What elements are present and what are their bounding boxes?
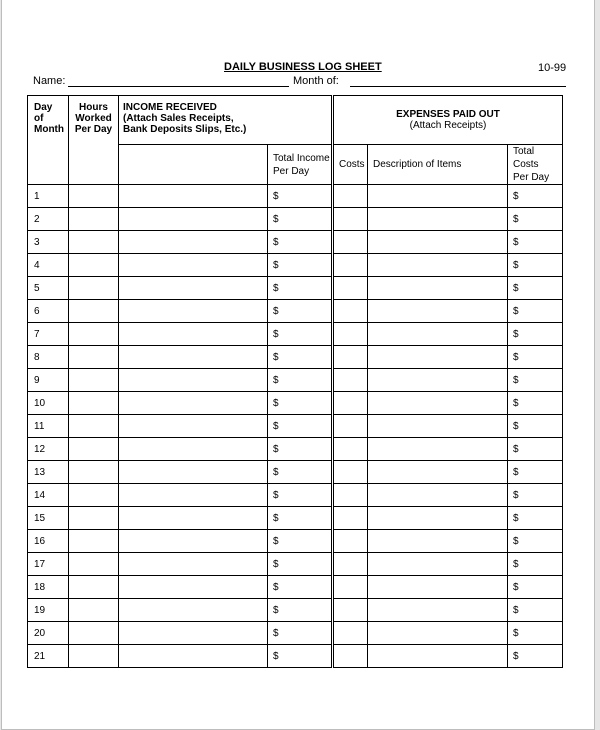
table-row: [28, 576, 563, 599]
description-cell[interactable]: [368, 415, 508, 438]
total-costs-cell[interactable]: $: [508, 323, 563, 346]
sheet-title: DAILY BUSINESS LOG SHEET: [224, 61, 382, 73]
income-detail-cell[interactable]: [119, 346, 268, 369]
description-cell[interactable]: [368, 576, 508, 599]
hours-worked-cell[interactable]: [69, 323, 119, 346]
total-costs-cell[interactable]: $: [508, 530, 563, 553]
total-costs-cell[interactable]: $: [508, 438, 563, 461]
total-income-cell[interactable]: $: [268, 277, 333, 300]
day-number: 2: [28, 208, 69, 231]
total-costs-cell[interactable]: $: [508, 599, 563, 622]
total-costs-cell[interactable]: $: [508, 576, 563, 599]
total-costs-cell[interactable]: $: [508, 553, 563, 576]
income-detail-cell[interactable]: [119, 300, 268, 323]
description-cell[interactable]: [368, 392, 508, 415]
month-label: Month of:: [293, 75, 339, 87]
income-detail-cell[interactable]: [119, 553, 268, 576]
income-detail-cell[interactable]: [119, 645, 268, 668]
description-cell[interactable]: [368, 323, 508, 346]
total-income-cell[interactable]: $: [268, 484, 333, 507]
day-number: 11: [28, 415, 69, 438]
total-costs-cell[interactable]: $: [508, 622, 563, 645]
total-income-cell[interactable]: $: [268, 300, 333, 323]
document-page: [1, 0, 595, 730]
hours-worked-cell[interactable]: [69, 576, 119, 599]
costs-cell[interactable]: [333, 599, 368, 622]
day-number: 12: [28, 438, 69, 461]
income-detail-cell[interactable]: [119, 208, 268, 231]
day-number: 5: [28, 277, 69, 300]
costs-cell[interactable]: [333, 645, 368, 668]
description-cell[interactable]: [368, 254, 508, 277]
hours-worked-cell[interactable]: [69, 553, 119, 576]
description-cell[interactable]: [368, 369, 508, 392]
hours-worked-cell[interactable]: [69, 185, 119, 208]
day-of-month-header: Day of Month: [28, 96, 69, 185]
hours-worked-cell[interactable]: [69, 208, 119, 231]
hours-worked-header: Hours Worked Per Day: [69, 96, 119, 185]
day-number: 13: [28, 461, 69, 484]
hours-worked-cell[interactable]: [69, 369, 119, 392]
table-row: [28, 300, 563, 323]
total-costs-cell[interactable]: $: [508, 392, 563, 415]
total-income-cell[interactable]: $: [268, 254, 333, 277]
total-income-cell[interactable]: $: [268, 645, 333, 668]
hours-worked-cell[interactable]: [69, 507, 119, 530]
hours-worked-cell[interactable]: [69, 231, 119, 254]
table-row: [28, 323, 563, 346]
table-row: [28, 507, 563, 530]
costs-cell[interactable]: [333, 185, 368, 208]
income-detail-cell[interactable]: [119, 254, 268, 277]
costs-cell[interactable]: [333, 346, 368, 369]
day-number: 17: [28, 553, 69, 576]
costs-cell[interactable]: [333, 277, 368, 300]
costs-cell[interactable]: [333, 208, 368, 231]
costs-cell[interactable]: [333, 369, 368, 392]
total-income-cell[interactable]: $: [268, 438, 333, 461]
total-income-cell[interactable]: $: [268, 369, 333, 392]
income-detail-cell[interactable]: [119, 438, 268, 461]
table-row: [28, 438, 563, 461]
total-costs-cell[interactable]: $: [508, 277, 563, 300]
day-number: 16: [28, 530, 69, 553]
costs-cell[interactable]: [333, 300, 368, 323]
name-label: Name:: [33, 75, 66, 87]
income-detail-cell[interactable]: [119, 185, 268, 208]
description-cell[interactable]: [368, 185, 508, 208]
table-row: [28, 530, 563, 553]
hours-worked-cell[interactable]: [69, 461, 119, 484]
costs-cell[interactable]: [333, 622, 368, 645]
table-row: [28, 645, 563, 668]
income-detail-cell[interactable]: [119, 277, 268, 300]
hours-worked-cell[interactable]: [69, 530, 119, 553]
table-row: [28, 415, 563, 438]
name-field[interactable]: [68, 86, 289, 87]
costs-cell[interactable]: [333, 323, 368, 346]
total-costs-cell[interactable]: $: [508, 461, 563, 484]
hours-worked-cell[interactable]: [69, 599, 119, 622]
hours-worked-cell[interactable]: [69, 392, 119, 415]
costs-cell[interactable]: [333, 438, 368, 461]
costs-cell[interactable]: [333, 461, 368, 484]
table-row: [28, 185, 563, 208]
description-cell[interactable]: [368, 461, 508, 484]
description-cell[interactable]: [368, 645, 508, 668]
income-detail-cell[interactable]: [119, 415, 268, 438]
income-detail-cell[interactable]: [119, 369, 268, 392]
costs-cell[interactable]: [333, 484, 368, 507]
table-row: [28, 369, 563, 392]
day-number: 1: [28, 185, 69, 208]
total-income-cell[interactable]: $: [268, 553, 333, 576]
day-number: 10: [28, 392, 69, 415]
costs-cell[interactable]: [333, 530, 368, 553]
description-header: Description of Items: [368, 145, 508, 185]
day-number: 18: [28, 576, 69, 599]
day-number: 15: [28, 507, 69, 530]
total-income-cell[interactable]: $: [268, 599, 333, 622]
table-row: [28, 392, 563, 415]
total-costs-cell[interactable]: $: [508, 645, 563, 668]
description-cell[interactable]: [368, 208, 508, 231]
description-cell[interactable]: [368, 231, 508, 254]
day-number: 4: [28, 254, 69, 277]
hours-worked-cell[interactable]: [69, 645, 119, 668]
income-detail-cell[interactable]: [119, 392, 268, 415]
day-number: 9: [28, 369, 69, 392]
total-income-cell[interactable]: $: [268, 507, 333, 530]
total-costs-cell[interactable]: $: [508, 231, 563, 254]
description-cell[interactable]: [368, 507, 508, 530]
table-row: [28, 622, 563, 645]
hours-worked-cell[interactable]: [69, 277, 119, 300]
income-detail-cell[interactable]: [119, 484, 268, 507]
expenses-paid-out-header: EXPENSES PAID OUT (Attach Receipts): [333, 96, 563, 145]
income-detail-cell[interactable]: [119, 576, 268, 599]
costs-cell[interactable]: [333, 231, 368, 254]
total-costs-cell[interactable]: $: [508, 507, 563, 530]
table-row: [28, 346, 563, 369]
costs-cell[interactable]: [333, 507, 368, 530]
total-income-cell[interactable]: $: [268, 576, 333, 599]
income-detail-cell[interactable]: [119, 599, 268, 622]
costs-cell[interactable]: [333, 254, 368, 277]
month-field[interactable]: [350, 86, 566, 87]
table-row: [28, 484, 563, 507]
total-income-cell[interactable]: $: [268, 415, 333, 438]
total-costs-header: Total Costs Per Day: [508, 145, 563, 185]
table-row: [28, 277, 563, 300]
total-costs-cell[interactable]: $: [508, 369, 563, 392]
log-table: [27, 95, 563, 668]
total-income-cell[interactable]: $: [268, 530, 333, 553]
table-row: [28, 553, 563, 576]
income-detail-cell[interactable]: [119, 231, 268, 254]
income-received-header: INCOME RECEIVED (Attach Sales Receipts, Bank Deposits Slips, Etc.): [119, 96, 333, 145]
description-cell[interactable]: [368, 553, 508, 576]
income-detail-cell[interactable]: [119, 507, 268, 530]
day-number: 20: [28, 622, 69, 645]
description-cell[interactable]: [368, 277, 508, 300]
total-income-cell[interactable]: $: [268, 185, 333, 208]
total-income-cell[interactable]: $: [268, 392, 333, 415]
total-income-cell[interactable]: $: [268, 323, 333, 346]
total-income-cell[interactable]: $: [268, 622, 333, 645]
income-detail-header: [119, 145, 268, 185]
table-row: [28, 231, 563, 254]
hours-worked-cell[interactable]: [69, 346, 119, 369]
day-number: 19: [28, 599, 69, 622]
header-row-main: [28, 96, 563, 145]
description-cell[interactable]: [368, 484, 508, 507]
income-detail-cell[interactable]: [119, 530, 268, 553]
total-income-cell[interactable]: $: [268, 461, 333, 484]
income-detail-cell[interactable]: [119, 461, 268, 484]
table-row: [28, 208, 563, 231]
hours-worked-cell[interactable]: [69, 254, 119, 277]
hours-worked-cell[interactable]: [69, 415, 119, 438]
total-costs-cell[interactable]: $: [508, 208, 563, 231]
day-number: 3: [28, 231, 69, 254]
table-row: [28, 254, 563, 277]
hours-worked-cell[interactable]: [69, 622, 119, 645]
income-detail-cell[interactable]: [119, 622, 268, 645]
description-cell[interactable]: [368, 438, 508, 461]
description-cell[interactable]: [368, 346, 508, 369]
income-detail-cell[interactable]: [119, 323, 268, 346]
costs-header: Costs: [333, 145, 368, 185]
total-costs-cell[interactable]: $: [508, 484, 563, 507]
total-income-header: Total Income Per Day: [268, 145, 333, 185]
costs-cell[interactable]: [333, 392, 368, 415]
costs-cell[interactable]: [333, 415, 368, 438]
total-income-cell[interactable]: $: [268, 208, 333, 231]
day-number: 8: [28, 346, 69, 369]
day-number: 14: [28, 484, 69, 507]
total-costs-cell[interactable]: $: [508, 185, 563, 208]
description-cell[interactable]: [368, 530, 508, 553]
total-income-cell[interactable]: $: [268, 346, 333, 369]
table-row: [28, 461, 563, 484]
total-costs-cell[interactable]: $: [508, 254, 563, 277]
table-row: [28, 599, 563, 622]
form-number: 10-99: [538, 62, 567, 74]
total-income-cell[interactable]: $: [268, 231, 333, 254]
day-number: 21: [28, 645, 69, 668]
description-cell[interactable]: [368, 300, 508, 323]
total-costs-cell[interactable]: $: [508, 300, 563, 323]
hours-worked-cell[interactable]: [69, 484, 119, 507]
hours-worked-cell[interactable]: [69, 438, 119, 461]
costs-cell[interactable]: [333, 553, 368, 576]
description-cell[interactable]: [368, 599, 508, 622]
hours-worked-cell[interactable]: [69, 300, 119, 323]
costs-cell[interactable]: [333, 576, 368, 599]
description-cell[interactable]: [368, 622, 508, 645]
total-costs-cell[interactable]: $: [508, 415, 563, 438]
day-number: 6: [28, 300, 69, 323]
day-number: 7: [28, 323, 69, 346]
total-costs-cell[interactable]: $: [508, 346, 563, 369]
